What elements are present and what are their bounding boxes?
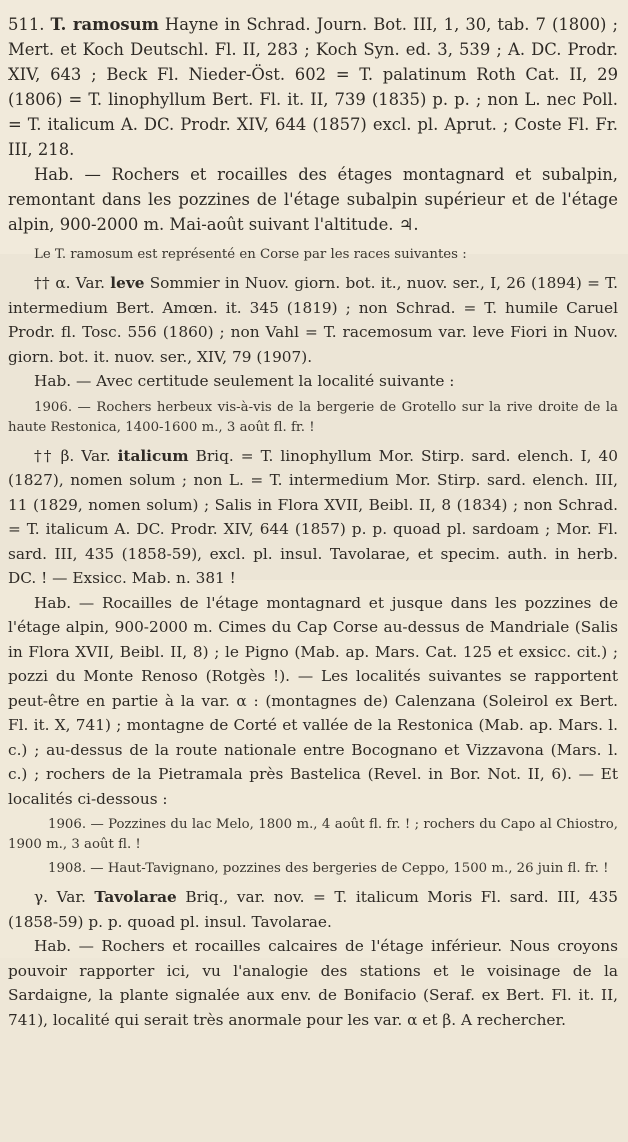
species-name: T. ramosum xyxy=(50,15,159,34)
habitat-paragraph: Hab. — Rochers et rocailles des étages montagnard et subalpin, remontant dans les pozzines de l'étage subalpin supérieur et de l'étage alpin, 900-2000 m. Mai-août suivant l'altitude. ♃. xyxy=(8,165,618,234)
species-entry: 511. T. ramosum Hayne in Schrad. Journ. Bot. III, 1, 30, tab. 7 (1800) ; Mert. et Koch Deutschl. Fl. II, 283 ; Koch Syn. ed. 3, 539 ; A. DC. Prodr. XIV, 643 ; Beck Fl. Nieder-Öst. 602 = T. palatinum Roth Cat. II, 29 (1806) = T. linophyllum Bert. Fl. it. II, 739 (1835) p. p. ; non L. nec Poll. = T. italicum A. DC. Prodr. XIV, 644 (1857) excl. pl. Aprut. ; Coste Fl. Fr. III, 218. xyxy=(8,15,618,159)
variety-name: italicum xyxy=(117,446,189,465)
races-intro: Le T. ramosum est représenté en Corse par les races suivantes : xyxy=(34,247,467,262)
variety-name: Tavolarae xyxy=(94,888,177,906)
variety-name: leve xyxy=(110,274,145,292)
variety-gamma: γ. Var. Tavolarae Briq., var. nov. = T. italicum Moris Fl. sard. III, 435 (1858-59) p. p. quoad pl. insul. Tavolarae. xyxy=(8,888,618,931)
variety-beta: †† β. Var. italicum Briq. = T. linophyllum Mor. Stirp. sard. elench. I, 40 (1827), nomen solum ; non L. = T. intermedium Mor. Stirp. sard. elench. III, 11 (1829, nomen solum) ; Salis in Flora XVII, Beibl. II, 8 (1834) ; non Schrad. = T. italicum A. DC. Prodr. XIV, 644 (1857) p. p. quoad pl. sardoam ; Mor. Fl. sard. III, 435 (1858-59), excl. pl. insul. Tavolarae, et specim. auth. in herb. DC. ! — Exsicc. Mab. n. 381 ! xyxy=(8,446,618,587)
record-1908-beta: 1908. — Haut-Tavignano, pozzines des bergeries de Ceppo, 1500 m., 26 juin fl. fr. ! xyxy=(48,861,609,876)
habitat-beta: Hab. — Rocailles de l'étage montagnard et jusque dans les pozzines de l'étage alpin, 900-2000 m. Cimes du Cap Corse au-dessus de Mandriale (Salis in Flora XVII, Beibl. II, 8) ; le Pigno (Mab. ap. Mars. Cat. 125 et exsicc. cit.) ; pozzi du Monte Renoso (Rotgès !). — Les localités suivantes se rapportent peut-être en partie à la var. α : (montagnes de) Calenzana (Soleirol ex Bert. Fl. it. X, 741) ; montagne de Corté et vallée de la Restonica (Mab. ap. Mars. l. c.) ; au-dessus de la route nationale entre Bocognano et Vizzavona (Mars. l. c.) ; rochers de la Pietramala près Bastelica (Revel. in Bor. Not. II, 6). — Et localités ci-dessous : xyxy=(8,593,618,808)
habitat-alpha: Hab. — Avec certitude seulement la localité suivante : xyxy=(34,372,455,390)
habitat-gamma: Hab. — Rochers et rocailles calcaires de l'étage inférieur. Nous croyons pouvoir rapporter ici, vu l'analogie des stations et le voisinage de la Sardaigne, la plante signalée aux env. de Bonifacio (Seraf. ex Bert. Fl. it. II, 741), localité qui serait très anormale pour les var. α et β. A rechercher. xyxy=(8,937,618,1029)
record-1906-alpha: 1906. — Rochers herbeux vis-à-vis de la bergerie de Grotello sur la rive droite de la haute Restonica, 1400-1600 m., 3 août fl. fr. ! xyxy=(8,399,618,435)
record-1906-beta: 1906. — Pozzines du lac Melo, 1800 m., 4 août fl. fr. ! ; rochers du Capo al Chiostro, 1900 m., 3 août fl. ! xyxy=(8,817,618,852)
variety-alpha: †† α. Var. leve Sommier in Nuov. giorn. bot. it., nuov. ser., I, 26 (1894) = T. intermedium Bert. Amœn. it. 345 (1819) ; non Schrad. = T. humile Caruel Prodr. fl. Tosc. 556 (1860) ; non Vahl = T. racemosum var. leve Fiori in Nuov. giorn. bot. it. nuov. ser., XIV, 79 (1907). xyxy=(8,274,618,366)
text-content xyxy=(8,12,618,1032)
